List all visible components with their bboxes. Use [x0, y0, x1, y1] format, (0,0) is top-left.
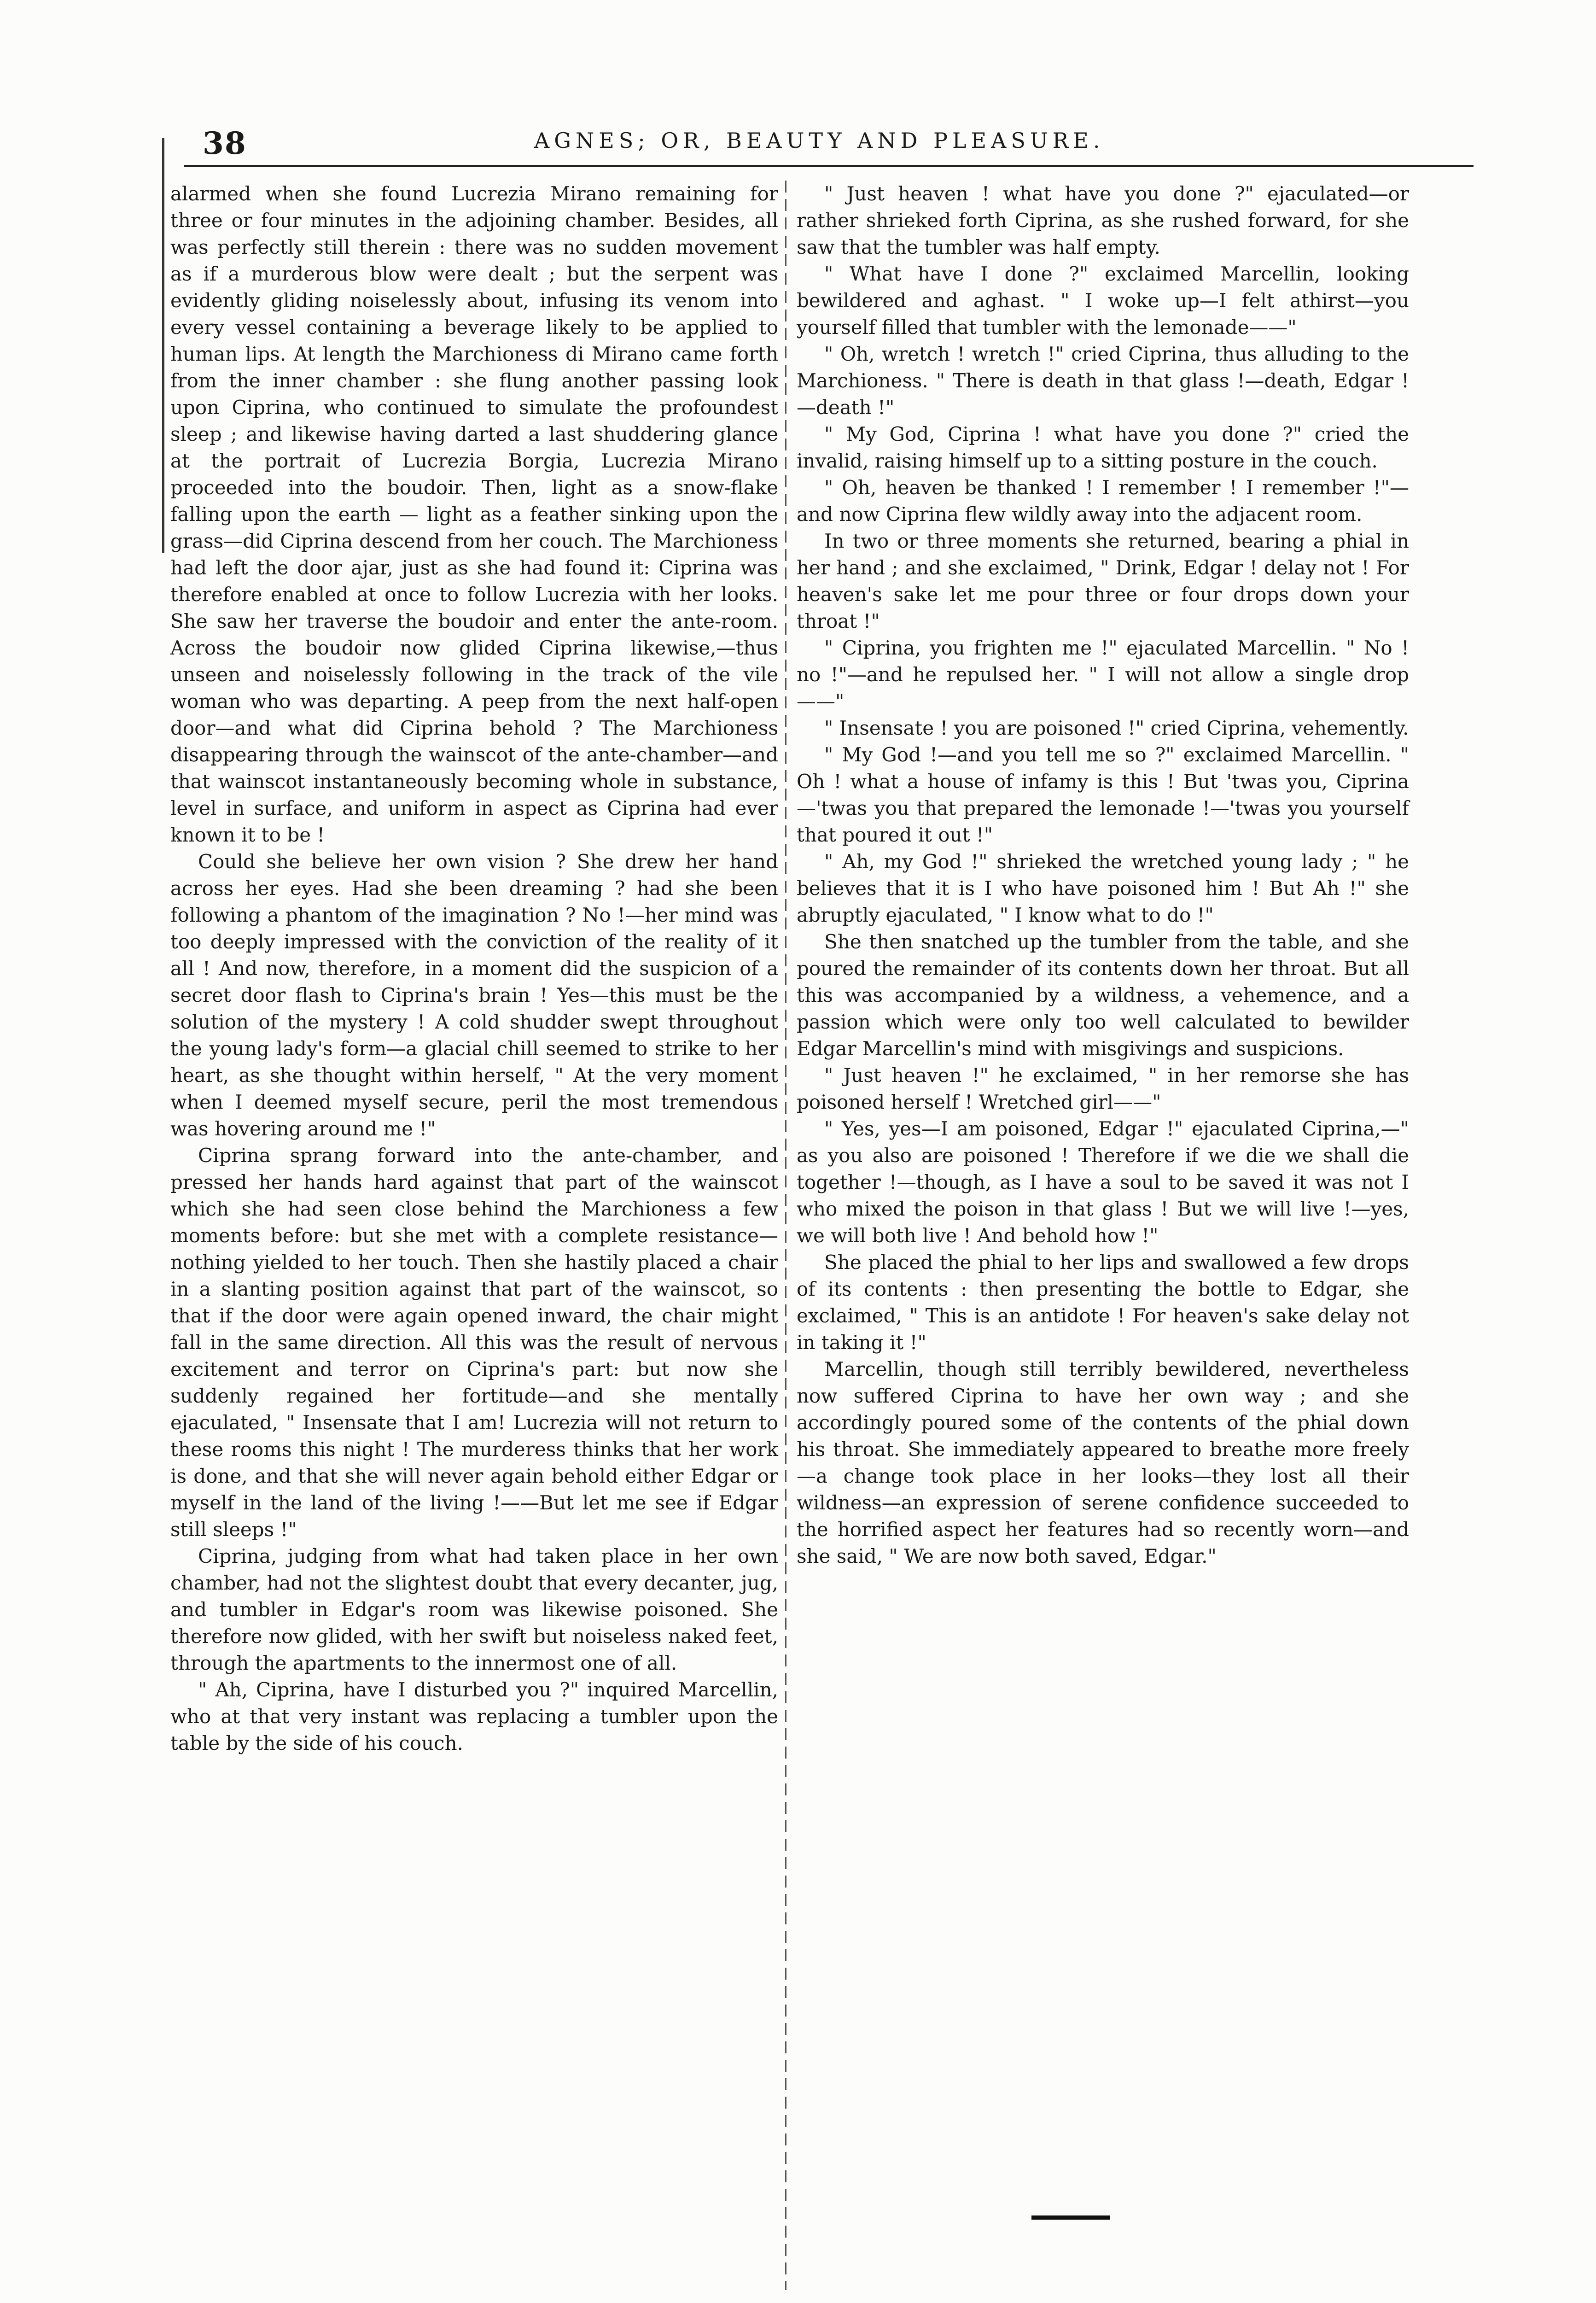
paragraph: alarmed when she found Lucrezia Mirano remaining for three or four minutes in the adjoining chamber. Besides, all was perfectly still therein : there was no sudden movement as if a murderous blow were dealt ; but the serpent was evidently gliding noiselessly about, infusing its venom into every vessel containing a beverage likely to be applied to human lips. At length the Marchioness di Mirano came forth from the inner chamber : she flung another passing look upon Ciprina, who continued to simulate the profoundest sleep ; and likewise having darted a last shuddering glance at the portrait of Lucrezia Borgia, Lucrezia Mirano proceeded into the boudoir. Then, light as a snow-flake falling upon the earth — light as a feather sinking upon the grass—did Ciprina descend from her couch. The Marchioness had left the door ajar, just as she had found it: Ciprina was therefore enabled at once to follow Lucrezia with her looks. She saw her traverse the boudoir and enter the ante-room. Across the boudoir now glided Ciprina likewise,—thus unseen and noiselessly following in the track of the vile woman who was departing. A peep from the next half-open door—and what did Ciprina behold ? The Marchioness disappearing through the wainscot of the ante-chamber—and that wainscot instantaneously becoming whole in substance, level in surface, and uniform in aspect as Ciprina had ever known it to be ! — [170, 182, 778, 846]
paragraph: " What have I done ?" exclaimed Marcellin, looking bewildered and aghast. " I woke up—I felt athirst—you yourself filled that tumbler with the lemonade——" — [797, 263, 1409, 339]
paragraph: She placed the phial to her lips and swallowed a few drops of its contents : then presenting the bottle to Edgar, she exclaimed, " This is an antidote ! For heaven's sake delay not in taking it !" — [797, 1251, 1409, 1354]
running-title: AGNES; OR, BEAUTY AND PLEASURE. — [534, 128, 1105, 153]
paragraph: " Ah, my God !" shrieked the wretched young lady ; " he believes that it is I who have poisoned him ! But Ah !" she abruptly ejaculated, " I know what to do !" — [797, 850, 1409, 926]
paragraph: " Just heaven ! what have you done ?" ejaculated—or rather shrieked forth Ciprina, as she rushed forward, for she saw that the tumbler was half empty. — [797, 182, 1409, 258]
paragraph: " Just heaven !" he exclaimed, " in her remorse she has poisoned herself ! Wretched girl——" — [797, 1064, 1409, 1113]
paragraph: Ciprina, judging from what had taken place in her own chamber, had not the slightest doubt that every decanter, jug, and tumbler in Edgar's room was likewise poisoned. She therefore now glided, with her swift but noiseless naked feet, through the apartments to the innermost one of all. — [170, 1545, 778, 1674]
paragraph: In two or three moments she returned, bearing a phial in her hand ; and she exclaimed, " Drink, Edgar ! delay not ! For heaven's sake let me pour three or four drops down your throat !" — [797, 530, 1409, 632]
paragraph: " Ah, Ciprina, have I disturbed you ?" inquired Marcellin, who at that very instant was replacing a tumbler upon the table by the side of his couch. — [170, 1678, 778, 1754]
paragraph: " Oh, wretch ! wretch !" cried Ciprina, thus alluding to the Marchioness. " There is death in that glass !—death, Edgar !—death !" — [797, 343, 1409, 419]
paragraph: " Insensate ! you are poisoned !" cried Ciprina, vehemently. — [824, 717, 1409, 739]
paragraph: " My God, Ciprina ! what have you done ?" cried the invalid, raising himself up to a sitting posture in the couch. — [797, 423, 1409, 472]
right-column — [797, 181, 1409, 1570]
paragraph: Marcellin, though still terribly bewildered, nevertheless now suffered Ciprina to have her own way ; and she accordingly poured some of the contents of the phial down his throat. She immediately appeared to breathe more freely—a change took place in her looks—they lost all their wildness—an expression of serene confidence succeeded to the horrified aspect her features had so recently worn—and she said, " We are now both saved, Edgar." — [797, 1358, 1409, 1567]
left-margin-rule — [162, 138, 164, 553]
paragraph: She then snatched up the tumbler from the table, and she poured the remainder of its contents down her throat. But all this was accompanied by a wildness, a vehemence, and a passion which were only too well calculated to bewilder Edgar Marcellin's mind with misgivings and suspicions. — [797, 930, 1409, 1060]
page-number: 38 — [203, 125, 247, 161]
paragraph: " Ciprina, you frighten me !" ejaculated Marcellin. " No ! no !"—and he repulsed her. " I will not allow a single drop——" — [797, 637, 1409, 713]
paragraph: Could she believe her own vision ? She drew her hand across her eyes. Had she been dreaming ? had she been following a phantom of the imagination ? No !—her mind was too deeply impressed with the conviction of the reality of it all ! And now, therefore, in a moment did the suspicion of a secret door flash to Ciprina's brain ! Yes—this must be the solution of the mystery ! A cold shudder swept throughout the young lady's form—a glacial chill seemed to strike to her heart, as she thought within herself, " At the very moment when I deemed myself secure, peril the most tremendous was hovering around me !" — [170, 850, 778, 1140]
paragraph: " Yes, yes—I am poisoned, Edgar !" ejaculated Ciprina,—" as you also are poisoned ! Therefore if we die we shall die together !—though, as I have a soul to be saved it was not I who mixed the poison in that glass ! But we will live !—yes, we will both live ! And behold how !" — [797, 1117, 1409, 1247]
paragraph: " Oh, heaven be thanked ! I remember ! I remember !"—and now Ciprina flew wildly away into the adjacent room. — [797, 476, 1409, 526]
left-column — [170, 181, 778, 1757]
page-header — [184, 125, 1474, 167]
paragraph: " My God !—and you tell me so ?" exclaimed Marcellin. " Oh ! what a house of infamy is this ! But 'twas you, Ciprina—'twas you that prepared the lemonade !—'twas you yourself that poured it out !" — [797, 743, 1409, 846]
paragraph: Ciprina sprang forward into the ante-chamber, and pressed her hands hard against that part of the wainscot which she had seen close behind the Marchioness a few moments before: but she met with a complete resistance—nothing yielded to her touch. Then she hastily placed a chair in a slanting position against that part of the wainscot, so that if the door were again opened inward, the chair might fall in the same direction. All this was the result of nervous excitement and terror on Ciprina's part: but now she suddenly regained her fortitude—and she mentally ejaculated, " Insensate that I am! Lucrezia will not return to these rooms this night ! The murderess thinks that her work is done, and that she will never again behold either Edgar or myself in the land of the living !——But let me see if Edgar still sleeps !" — [170, 1144, 778, 1541]
header-rule — [184, 165, 1474, 167]
column-divider — [785, 181, 786, 2290]
section-end-rule — [1031, 2215, 1110, 2220]
